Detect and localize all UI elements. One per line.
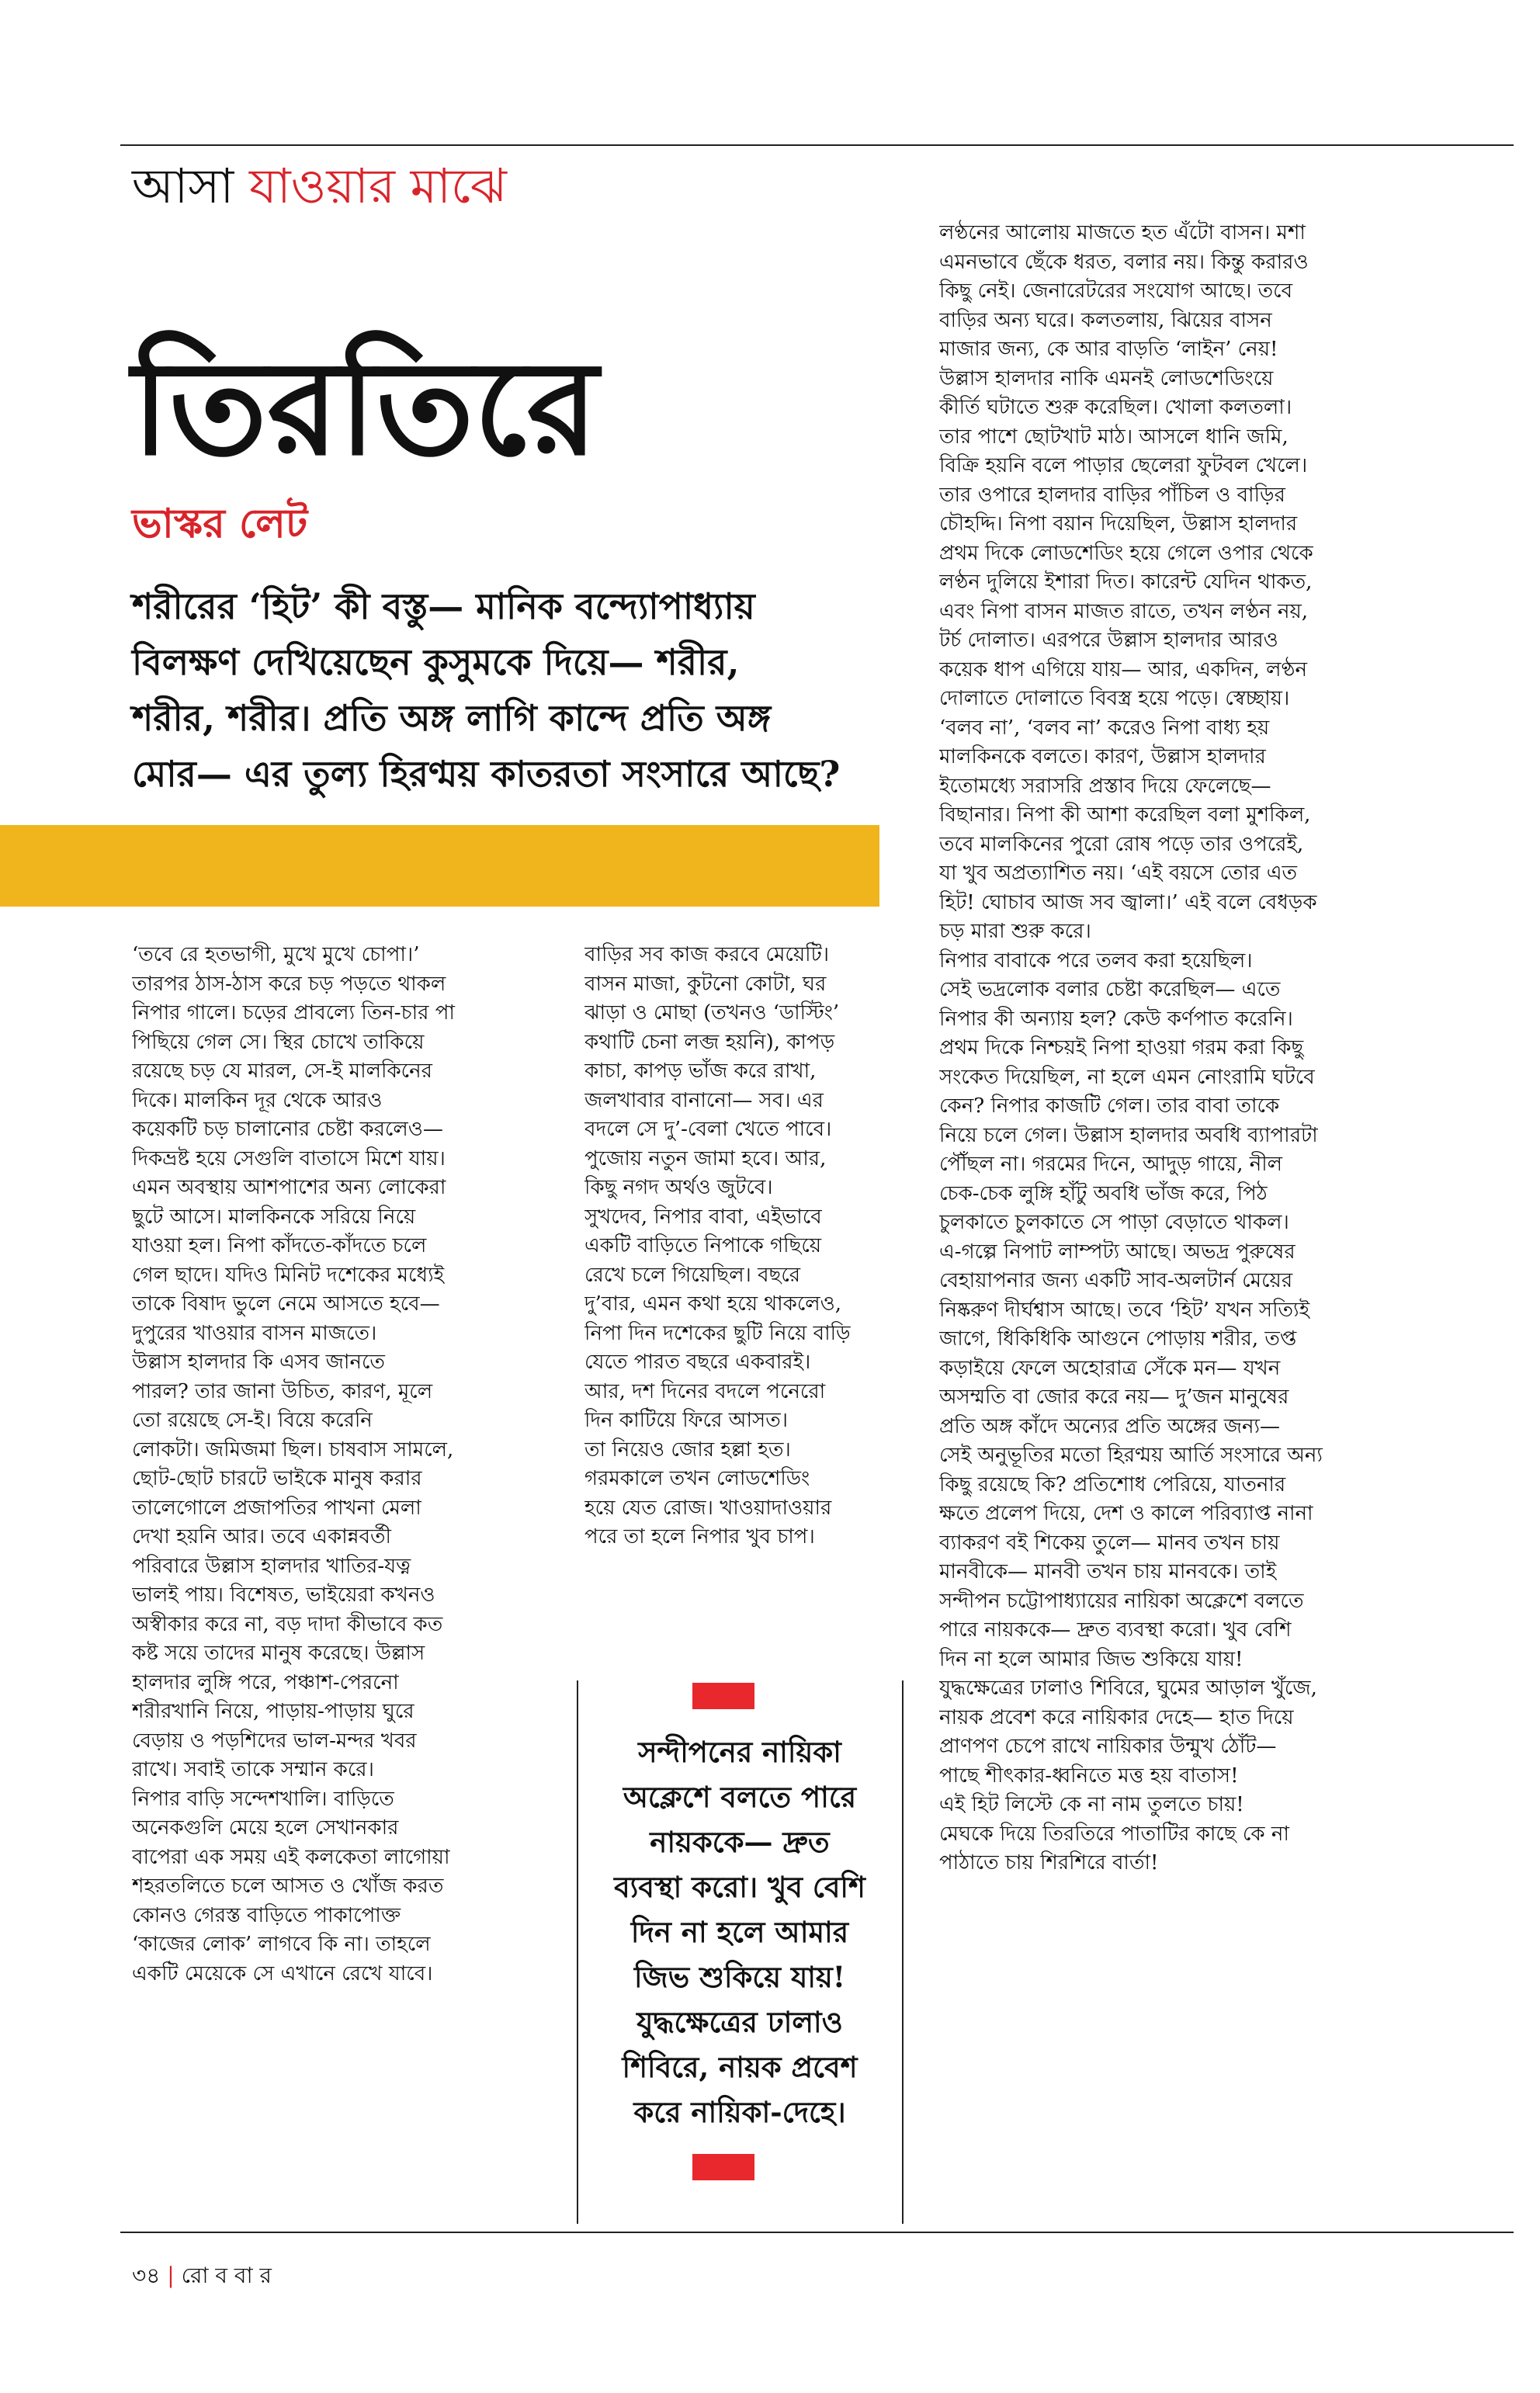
pull-quote-bottom-marker: [692, 2154, 754, 2180]
body-line: কড়াইয়ে ফেলে অহোরাত্র সেঁকে মন— যখন: [939, 1356, 1281, 1380]
body-line: কেন? নিপার কাজটি গেল। তার বাবা তাকে: [939, 1094, 1280, 1118]
body-line: ভালই পায়। বিশেষত, ভাইয়েরা কখনও: [132, 1583, 435, 1607]
body-line: পারে নায়ককে— দ্রুত ব্যবস্থা করো। খুব বেশি: [939, 1618, 1292, 1642]
body-line: তারপর ঠাস-ঠাস করে চড় পড়তে থাকল: [132, 972, 446, 996]
body-line: সুখদেব, নিপার বাবা, এইভাবে: [584, 1205, 822, 1229]
magazine-name: রো ব বা র: [181, 2263, 272, 2288]
body-line: লোকটা। জমিজমা ছিল। চাষবাস সামলে,: [132, 1438, 454, 1462]
body-line: কীর্তি ঘটাতে শুরু করেছিল। খোলা কলতলা।: [939, 396, 1292, 419]
body-line: যেতে পারত বছরে একবারই।: [584, 1351, 811, 1374]
article-byline: ভাস্কর লেট: [132, 500, 308, 547]
body-line: প্রথম দিকে লোডশেডিং হয়ে গেলে ওপার থেকে: [939, 541, 1313, 565]
body-line: সন্দীপন চট্টোপাধ্যায়ের নায়িকা অক্লেশে বলতে: [939, 1589, 1304, 1613]
deck-line: শরীর, শরীর। প্রতি অঙ্গ লাগি কান্দে প্রতি অঙ্গ: [132, 697, 772, 739]
body-line: বেহায়াপনার জন্য একটি সাব-অলটার্ন মেয়ের: [939, 1269, 1293, 1292]
body-line: কোনও গেরস্ত বাড়িতে পাকাপোক্ত: [132, 1903, 401, 1927]
body-line: ছুটে আসে। মালকিনকে সরিয়ে নিয়ে: [132, 1205, 416, 1229]
body-line: দেখা হয়নি আর। তবে একান্নবর্তী: [132, 1525, 391, 1549]
body-line: অস্বীকার করে না, বড় দাদা কীভাবে কত: [132, 1612, 443, 1636]
body-line: দিন কাটিয়ে ফিরে আসত।: [584, 1409, 789, 1432]
body-line: চড় মারা শুরু করে।: [939, 920, 1091, 943]
top-rule: [120, 144, 1514, 146]
body-line: এমনভাবে ছেঁকে ধরত, বলার নয়। কিন্তু করারও: [939, 250, 1309, 274]
body-line: একটি বাড়িতে নিপাকে গছিয়ে: [584, 1234, 822, 1257]
pull-quote-line: ব্যবস্থা করো। খুব বেশি: [614, 1870, 865, 1904]
body-line: এই হিট লিস্টে কে না নাম তুলতে চায়!: [939, 1793, 1244, 1816]
body-line: কিছু নগদ অর্থও জুটবে।: [584, 1176, 773, 1199]
body-line: বাসন মাজা, কুটনো কোটা, ঘর: [584, 972, 827, 996]
body-line: ইতোমধ্যে সরাসরি প্রস্তাব দিয়ে ফেলেছে—: [939, 774, 1271, 798]
pull-quote-line: শিবিরে, নায়ক প্রবেশ: [622, 2050, 858, 2084]
pull-quote-top-marker: [692, 1683, 754, 1709]
body-line: পাঠাতে চায় শিরশিরে বার্তা!: [939, 1851, 1159, 1875]
pull-quote-line: সন্দীপনের নায়িকা: [638, 1735, 841, 1769]
body-line: উল্লাস হালদার কি এসব জানতে: [132, 1351, 385, 1374]
body-line: ‘তবে রে হতভাগী, মুখে মুখে চোপা।’: [132, 943, 420, 966]
body-line: তালেগোলে প্রজাপতির পাখনা মেলা: [132, 1496, 421, 1520]
article-deck: [132, 578, 900, 802]
body-line: কথাটি চেনা লব্জ হয়নি), কাপড়: [584, 1030, 835, 1054]
body-line: বাড়ির অন্য ঘরে। কলতলায়, ঝিয়ের বাসন: [939, 308, 1272, 332]
section-label-black: আসা: [132, 158, 234, 214]
body-line: কাচা, কাপড় ভাঁজ করে রাখা,: [584, 1060, 817, 1083]
body-line: পারল? তার জানা উচিত, কারণ, মূলে: [132, 1379, 433, 1403]
body-line: দিকভ্রষ্ট হয়ে সেগুলি বাতাসে মিশে যায়।: [132, 1146, 446, 1170]
body-line: এবং নিপা বাসন মাজত রাতে, তখন লণ্ঠন নয়,: [939, 599, 1309, 623]
body-line: চেক-চেক লুঙ্গি হাঁটু অবধি ভাঁজ করে, পিঠ: [939, 1181, 1268, 1205]
pull-quote-line: করে নায়িকা-দেহে।: [633, 2095, 846, 2129]
body-line: সেই অনুভূতির মতো হিরণ্ময় আর্তি সংসারে অন্য: [939, 1444, 1323, 1467]
body-line: শহরতলিতে চলে আসত ও খোঁজ করত: [132, 1875, 444, 1898]
body-line: প্রাণপণ চেপে রাখে নায়িকার উন্মুখ ঠোঁট—: [939, 1735, 1277, 1758]
body-line: পিছিয়ে গেল সে। স্থির চোখে তাকিয়ে: [132, 1030, 425, 1054]
page-footer: [132, 2260, 272, 2291]
body-line: ‘বলব না’, ‘বলব না’ করেও নিপা বাধ্য হয়: [939, 716, 1270, 740]
body-line: হয়ে যেত রোজ। খাওয়াদাওয়ার: [584, 1496, 832, 1520]
body-line: ব্যাকরণ বই শিকেয় তুলে— মানব তখন চায়: [939, 1531, 1280, 1555]
pull-quote-line: অক্লেশে বলতে পারে: [623, 1780, 857, 1814]
body-line: ‘কাজের লোক’ লাগবে কি না। তাহলে: [132, 1933, 431, 1956]
pull-quote-line: জিভ শুকিয়ে যায়!: [633, 1960, 846, 1994]
body-line: চৌহদ্দি। নিপা বয়ান দিয়েছিল, উল্লাস হালদার: [939, 512, 1298, 536]
body-line: চুলকাতে চুলকাতে সে পাড়া বেড়াতে থাকল।: [939, 1211, 1289, 1234]
body-line: গরমকালে তখন লোডশেডিং: [584, 1467, 810, 1490]
body-line: পৌঁছল না। গরমের দিনে, আদুড় গায়ে, নীল: [939, 1153, 1283, 1176]
body-line: গেল ছাদে। যদিও মিনিট দশেকের মধ্যেই: [132, 1263, 445, 1287]
body-line: তার ওপারে হালদার বাড়ির পাঁচিল ও বাড়ির: [939, 483, 1285, 507]
body-line: নিপার কী অন্যায় হল? কেউ কর্ণপাত করেনি।: [939, 1007, 1293, 1031]
body-line: রেখে চলে গিয়েছিল। বছরে: [584, 1263, 801, 1287]
body-line: তা নিয়েও জোর হল্লা হত।: [584, 1438, 791, 1462]
body-line: এ-গল্পে নিপাট লাম্পট্য আছে। অভদ্র পুরুষের: [939, 1240, 1295, 1264]
pull-quote-line: নায়ককে— দ্রুত: [650, 1825, 830, 1859]
body-line: পরিবারে উল্লাস হালদার খাতির-যত্ন: [132, 1554, 411, 1578]
body-line: তাকে বিষাদ ভুলে নেমে আসতে হবে—: [132, 1292, 440, 1316]
body-line: তো রয়েছে সে-ই। বিয়ে করেনি: [132, 1409, 373, 1432]
body-column-1: [132, 941, 571, 1989]
article-title: তিরতিরে: [132, 331, 598, 484]
body-line: হালদার লুঙ্গি পরে, পঞ্চাশ-পেরনো: [132, 1670, 399, 1694]
pull-quote: [584, 1729, 895, 2135]
body-line: নায়ক প্রবেশ করে নায়িকার দেহে— হাত দিয়ে: [939, 1705, 1294, 1729]
body-line: রাখে। সবাই তাকে সম্মান করে।: [132, 1758, 374, 1781]
body-line: পরে তা হলে নিপার খুব চাপ।: [584, 1525, 815, 1549]
column-divider: [902, 1680, 904, 2224]
body-line: প্রতি অঙ্গ কাঁদে অন্যের প্রতি অঙ্গের জন্য—: [939, 1414, 1281, 1438]
body-line: টর্চ দোলাত। এরপরে উল্লাস হালদার আরও: [939, 629, 1278, 652]
body-line: কষ্ট সয়ে তাদের মানুষ করেছে। উল্লাস: [132, 1642, 425, 1665]
body-line: কয়েক ধাপ এগিয়ে যায়— আর, একদিন, লণ্ঠন: [939, 657, 1308, 681]
body-line: বাপেরা এক সময় এই কলকেতা লাগোয়া: [132, 1845, 450, 1869]
body-line: বেড়ায় ও পড়শিদের ভাল-মন্দর খবর: [132, 1729, 417, 1753]
body-line: ক্ষতে প্রলেপ দিয়ে, দেশ ও কালে পরিব্যাপ্ত নানা: [939, 1502, 1313, 1525]
body-line: লণ্ঠনের আলোয় মাজতে হত এঁটো বাসন। মশা: [939, 221, 1306, 245]
pull-quote-line: দিন না হলে আমার: [630, 1915, 849, 1949]
body-column-3: [939, 219, 1514, 1878]
body-line: কিছু রয়েছে কি? প্রতিশোধ পেরিয়ে, যাতনার: [939, 1472, 1286, 1496]
bottom-rule: [120, 2232, 1514, 2233]
body-line: বদলে সে দু’-বেলা খেতে পাবে।: [584, 1118, 832, 1141]
body-line: একটি মেয়েকে সে এখানে রেখে যাবে।: [132, 1961, 433, 1985]
body-line: লণ্ঠন দুলিয়ে ইশারা দিত। কারেন্ট যেদিন থাকত,: [939, 571, 1313, 594]
body-line: মানবীকে— মানবী তখন চায় মানবকে। তাই: [939, 1560, 1277, 1583]
body-line: বাড়ির সব কাজ করবে মেয়েটি।: [584, 943, 830, 966]
body-line: মাজার জন্য, কে আর বাড়তি ‘লাইন’ নেয়!: [939, 338, 1278, 361]
body-line: যাওয়া হল। নিপা কাঁদতে-কাঁদতে চলে: [132, 1234, 427, 1257]
body-line: জাগে, ধিকিধিকি আগুনে পোড়ায় শরীর, তপ্ত: [939, 1327, 1297, 1351]
body-line: নিপার বাবাকে পরে তলব করা হয়েছিল।: [939, 949, 1253, 973]
body-line: বিক্রি হয়নি বলে পাড়ার ছেলেরা ফুটবল খেলে।: [939, 454, 1308, 477]
yellow-accent-band: [0, 825, 879, 907]
body-line: উল্লাস হালদার নাকি এমনই লোডশেডিংয়ে: [939, 366, 1274, 390]
body-line: কয়েকটি চড় চালানোর চেষ্টা করলেও—: [132, 1118, 443, 1141]
section-label-red: যাওয়ার মাঝে: [248, 158, 507, 214]
body-line: বিছানার। নিপা কী আশা করেছিল বলা মুশকিল,: [939, 803, 1311, 827]
body-line: দিকে। মালকিন দূর থেকে আরও: [132, 1088, 383, 1112]
body-line: পুজোয় নতুন জামা হবে। আর,: [584, 1146, 827, 1170]
body-line: অসম্মতি বা জোর করে নয়— দু’জন মানুষের: [939, 1386, 1289, 1409]
body-line: এমন অবস্থায় আশপাশের অন্য লোকেরা: [132, 1176, 446, 1199]
body-line: দু’বার, এমন কথা হয়ে থাকলেও,: [584, 1292, 842, 1316]
deck-line: বিলক্ষণ দেখিয়েছেন কুসুমকে দিয়ে— শরীর,: [132, 641, 740, 683]
body-line: দিন না হলে আমার জিভ শুকিয়ে যায়!: [939, 1647, 1243, 1671]
body-line: কিছু নেই। জেনারেটরের সংযোগ আছে। তবে: [939, 279, 1293, 303]
body-line: দুপুরের খাওয়ার বাসন মাজতে।: [132, 1321, 377, 1345]
footer-divider: |: [167, 2263, 175, 2288]
body-line: নিপা দিন দশেকের ছুটি নিয়ে বাড়ি: [584, 1321, 851, 1345]
body-line: দোলাতে দোলাতে বিবস্ত্র হয়ে পড়ে। স্বেচ্ছায়।: [939, 687, 1290, 710]
body-line: শরীরখানি নিয়ে, পাড়ায়-পাড়ায় ঘুরে: [132, 1700, 414, 1723]
body-line: প্রথম দিকে নিশ্চয়ই নিপা হাওয়া গরম করা কিছু: [939, 1036, 1304, 1060]
deck-line: শরীরের ‘হিট’ কী বস্তু— মানিক বন্দ্যোপাধ্যায়: [132, 585, 755, 627]
section-label: [132, 155, 507, 217]
page-number: ৩৪: [132, 2263, 161, 2288]
body-line: সেই ভদ্রলোক বলার চেষ্টা করেছিল— এতে: [939, 978, 1281, 1001]
body-line: যুদ্ধক্ষেত্রের ঢালাও শিবিরে, ঘুমের আড়াল খুঁজে,: [939, 1677, 1317, 1700]
body-line: যা খুব অপ্রত্যাশিত নয়। ‘এই বয়সে তোর এত: [939, 862, 1298, 885]
body-line: অনেকগুলি মেয়ে হলে সেখানকার: [132, 1816, 399, 1840]
body-line: মালকিনকে বলতে। কারণ, উল্লাস হালদার: [939, 745, 1266, 768]
deck-line: মোর— এর তুল্য হিরণ্ময় কাতরতা সংসারে আছে?: [132, 753, 841, 795]
body-line: ছোট-ছোট চারটে ভাইকে মানুষ করার: [132, 1467, 422, 1490]
body-line: আর, দশ দিনের বদলে পনেরো: [584, 1379, 826, 1403]
body-line: নিপার গালে। চড়ের প্রাবল্যে তিন-চার পা: [132, 1001, 455, 1025]
body-line: নিষ্করুণ দীর্ঘশ্বাস আছে। তবে ‘হিট’ যখন সত্যিই: [939, 1298, 1310, 1322]
body-line: মেঘকে দিয়ে তিরতিরে পাতাটির কাছে কে না: [939, 1822, 1289, 1846]
body-line: হিট! ঘোচাব আজ সব জ্বালা।’ এই বলে বেধড়ক: [939, 890, 1317, 914]
body-line: নিয়ে চলে গেল। উল্লাস হালদার অবধি ব্যাপারটা: [939, 1123, 1318, 1147]
body-line: সংকেত দিয়েছিল, না হলে এমন নোংরামি ঘটবে: [939, 1065, 1315, 1089]
body-line: রয়েছে চড় যে মারল, সে-ই মালকিনের: [132, 1060, 432, 1083]
pull-quote-line: যুদ্ধক্ষেত্রের ঢালাও: [636, 2005, 843, 2039]
body-line: পাছে শীৎকার-ধ্বনিতে মত্ত হয় বাতাস!: [939, 1764, 1239, 1788]
body-line: ঝাড়া ও মোছা (তখনও ‘ডাস্টিং’: [584, 1001, 840, 1025]
body-line: তার পাশে ছোটখাট মাঠ। আসলে ধানি জমি,: [939, 425, 1289, 449]
body-line: নিপার বাড়ি সন্দেশখালি। বাড়িতে: [132, 1787, 394, 1811]
body-column-2: [584, 941, 895, 1552]
body-line: তবে মালকিনের পুরো রোষ পড়ে তার ওপরেই,: [939, 832, 1304, 856]
body-line: জলখাবার বানানো— সব। এর: [584, 1088, 824, 1112]
column-divider: [577, 1680, 578, 2224]
